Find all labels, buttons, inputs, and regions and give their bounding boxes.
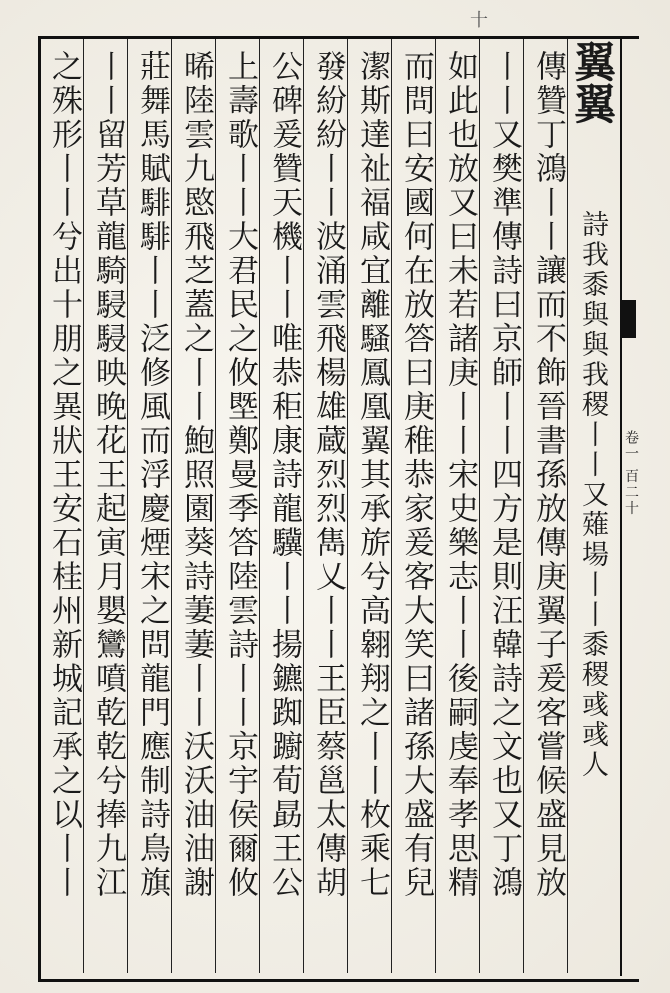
spine-label: 卷一 百二十	[623, 430, 639, 517]
text-column-11: 公碑爰贊天機丨丨唯恭秬康詩龍驥丨丨揚鑣踟躕荀勗王公	[266, 50, 302, 900]
text-column-9: 潔斯達祉福咸宜離騷鳳凰翼其承旂兮高翱翔之丨丨枚乘七	[354, 50, 390, 900]
text-column-12: 上壽歌丨丨大君民之攸塈鄭曼季答陸雲詩丨丨京宇侯爾攸	[222, 50, 258, 900]
text-column-15: 丨丨留芳草龍騎駸駸映晚花王起寅月嬰鸞噴乾乾兮捧九江	[90, 50, 126, 900]
text-column-16: 之殊形丨丨兮出十朋之異狀王安石桂州新城記承之以丨丨	[46, 50, 82, 900]
spine-fishtail-mark	[622, 300, 636, 338]
text-column-1: 詩我黍與與我稷丨丨又薙場丨丨黍稷彧彧人	[577, 210, 608, 780]
text-column-8: 而問曰安國何在放答曰庚稚恭家爰客大笑曰諸孫大盛有兒	[398, 50, 434, 900]
text-column-6: 丨丨又樊準傳詩曰京師丨丨四方是則汪韓詩之文也又丁鴻	[486, 50, 522, 900]
entry-heading: 翼翼	[568, 40, 617, 124]
text-column-7: 如此也放又曰未若諸庚丨丨宋史樂志丨丨後嗣虔奉孝思精	[442, 50, 478, 900]
text-column-5: 傳贊丁鴻丨丨讓而不飾晉書孫放傳庚翼子爰客嘗候盛見放	[530, 50, 566, 900]
text-column-10: 發紛紛丨丨波涌雲飛楊雄蔵烈烈雋乂丨丨王臣蔡邕太傳胡	[310, 50, 346, 900]
header-mark: 十	[470, 10, 488, 31]
text-column-14: 莊舞馬賦騑騑丨丨泛修風而浮慶煙宋之問龍門應制詩鳥旗	[134, 50, 170, 900]
text-column-13: 晞陸雲九愍飛芝蓋之丨丨鮑照園葵詩萋萋丨丨沃沃油油謝	[178, 50, 214, 900]
